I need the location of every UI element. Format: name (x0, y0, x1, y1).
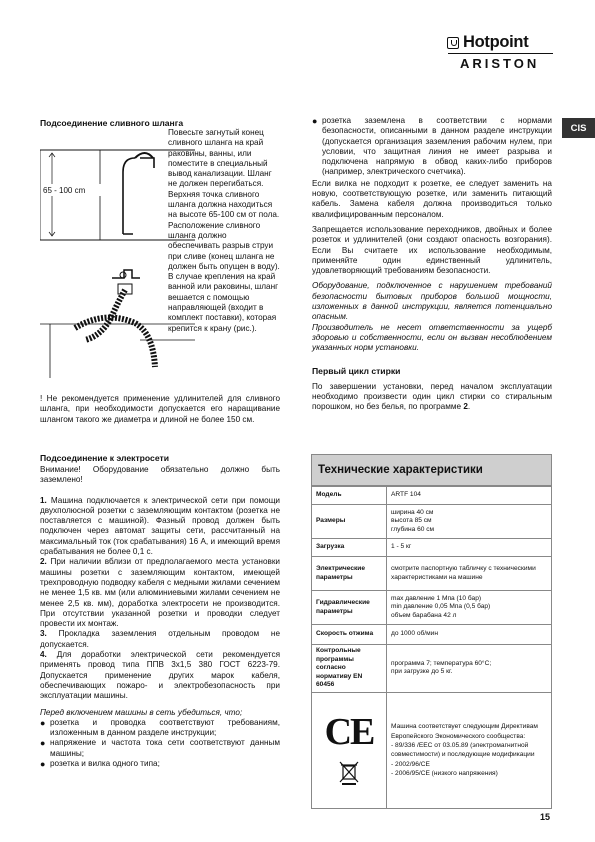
brand-sub: ARISTON (460, 56, 540, 71)
first-cycle-text: По завершении установки, перед началом эксплуатации необходимо произвести один цикл стирки со стиральным порошком, но без белья, по программе 2. (312, 381, 552, 412)
list-item: ● розетка и вилка одного типа; (40, 759, 160, 770)
table-row: Контрольные программы согласно нормативу EN 60456 программа 7; температура 60°С; при загрузке до 5 кг. (312, 645, 552, 693)
electric-section (40, 453, 280, 769)
table-row: Модель ARTF 104 (312, 487, 552, 505)
list-item: ● розетка заземлена в соответствии с нормами безопасности, описанными в данном разделе инструкции (допускается организация заземления рабочим нулем, при условии, что защитная линия не имеет разрыва и подключена напрямую в обвод каких-либо приборов (например, электрического счетчика). (312, 116, 552, 177)
wheelie-bin-crossed-icon (338, 760, 360, 786)
table-row: Размеры ширина 40 см высота 85 см глубина 60 см (312, 505, 552, 539)
table-row: Скорость отжима до 1000 об/мин (312, 625, 552, 645)
electric-title: Подсоединение к электросети (40, 453, 169, 463)
brand-name: Hotpoint (463, 33, 529, 51)
list-item: 4. Для доработки электрической сети рекомендуется применять провод типа ППВ 3х1,5 380 ГОСТ 6223-79. Допускается применение других марок кабеля, обеспечивающих пожаро- и электробезопасность при эксплуатации машины. (40, 650, 280, 701)
drain-warning: ! Не рекомендуется применение удлинителей для сливного шланга, при необходимости допускается его наращивание шлангом такого же диаметра и длиной не более 150 см. (40, 394, 280, 424)
spec-table (311, 486, 552, 809)
logo-divider (448, 53, 553, 54)
hotpoint-logo-icon (447, 37, 459, 49)
list-item: 3. Прокладка заземления отдельным проводом не допускается. (40, 629, 280, 649)
height-label: 65 - 100 cm (43, 186, 86, 195)
danger-note: Оборудование, подключенное с нарушением требований безопасности бытовых приборов большой мощности, изложенных в данной инструкции, является потенциально опасным. (312, 281, 552, 322)
plug-paragraph: Если вилка не подходит к розетке, ее следует заменить на новую, соответствующую розетке, или заменить питающий кабель. Замена кабеля должна производиться только квалифицированным персоналом. (312, 178, 552, 219)
list-item: ● розетка и проводка соответствуют требованиям, изложенным в данном разделе инструкции; (40, 717, 280, 738)
ce-mark-icon: CE (324, 710, 374, 753)
page-number: 15 (540, 812, 551, 822)
liability-note: Производитель не несет ответственности за ущерб здоровью и собственности, если он вызван несоблюдением указанных норм установки. (312, 322, 552, 353)
spec-title: Технические характеристики (311, 454, 552, 486)
ce-cell (312, 692, 387, 808)
drain-text-block (168, 128, 280, 334)
drain-title: Подсоединение сливного шланга (40, 118, 184, 128)
table-row: Электрические параметры смотрите паспортную табличку с техническими характеристиками на машине (312, 557, 552, 591)
drain-warning-block (40, 394, 280, 425)
first-cycle-title: Первый цикл стирки (312, 365, 401, 376)
adapter-paragraph: Запрещается использование переходников, двойных и более розеток и удлинителей (они создают опасность возгорания). Если Вы считаете их использование необходимым, применяйте один единственный удлинитель, удовлетворяющий требованиям безопасности. (312, 224, 552, 276)
table-row (312, 692, 552, 808)
table-row: Загрузка 1 - 5 кг (312, 539, 552, 557)
list-item: 2. При наличии вблизи от предполагаемого места установки машины розетки с заземляющим контактом, имеющей трехпроводную подводку кабеля с медными жилами сечением не менее 1,5 кв. мм (или алюминиевыми жилами сечением не менее 2,5 кв. мм), доработка электросети не производится. При отсутствии указанной розетки и проводки следует провести их монтаж. (40, 557, 281, 629)
ce-text: Машина соответствует следующим Директивам Европейского Экономического сообщества: - 89/336 /ЕЕС от 03.05.89 (электромагнитной совместимости) и последующие модификации - 2002/96/CE - 2006/95/CE (низкого напряжения) (387, 692, 552, 808)
right-text-column (312, 116, 552, 412)
list-item: 1. Машина подключается к электрической сети при помощи двухполюсной розетки с заземляющим контактом (розетка не поставляется с машиной). Фазный провод должен быть подключен через автомат защиты сети, рассчитанный на максимальный ток (ток срабатывания) 16 А, и имеющий время срабатывания не более 0,1 с. (40, 495, 280, 557)
electric-list (40, 496, 280, 702)
brand-logo (447, 33, 528, 52)
check-intro: Перед включением машины в сеть убедиться, что; (40, 707, 243, 717)
list-item: ● напряжение и частота тока сети соответствуют данным машины; (40, 738, 280, 758)
electric-warning: Внимание! Оборудование обязательно должно быть заземлено! (40, 465, 280, 485)
table-row: Гидравлические параметры max давление 1 Мпа (10 бар) min давление 0,05 Мпа (0,5 бар) объем барабана 42 л (312, 591, 552, 625)
drain-text: Повесьте загнутый конец сливного шланга на край раковины, ванны, или поместите в специальный вывод канализации. Шланг не должен перегибаться. Верхняя точка сливного шланга должна находиться на высоте 65-100 см от пола. Расположение сливного шланга должно обеспечивать разрыв струи при сливе (конец шланга не должен быть опущен в воду). В случае крепления на край ванной или раковины, шланг вешается с помощью направляющей (входит в комплект поставки), которая крепится к крану (рис.). (168, 128, 280, 333)
drain-section (40, 118, 280, 128)
language-tab: CIS (562, 118, 595, 138)
